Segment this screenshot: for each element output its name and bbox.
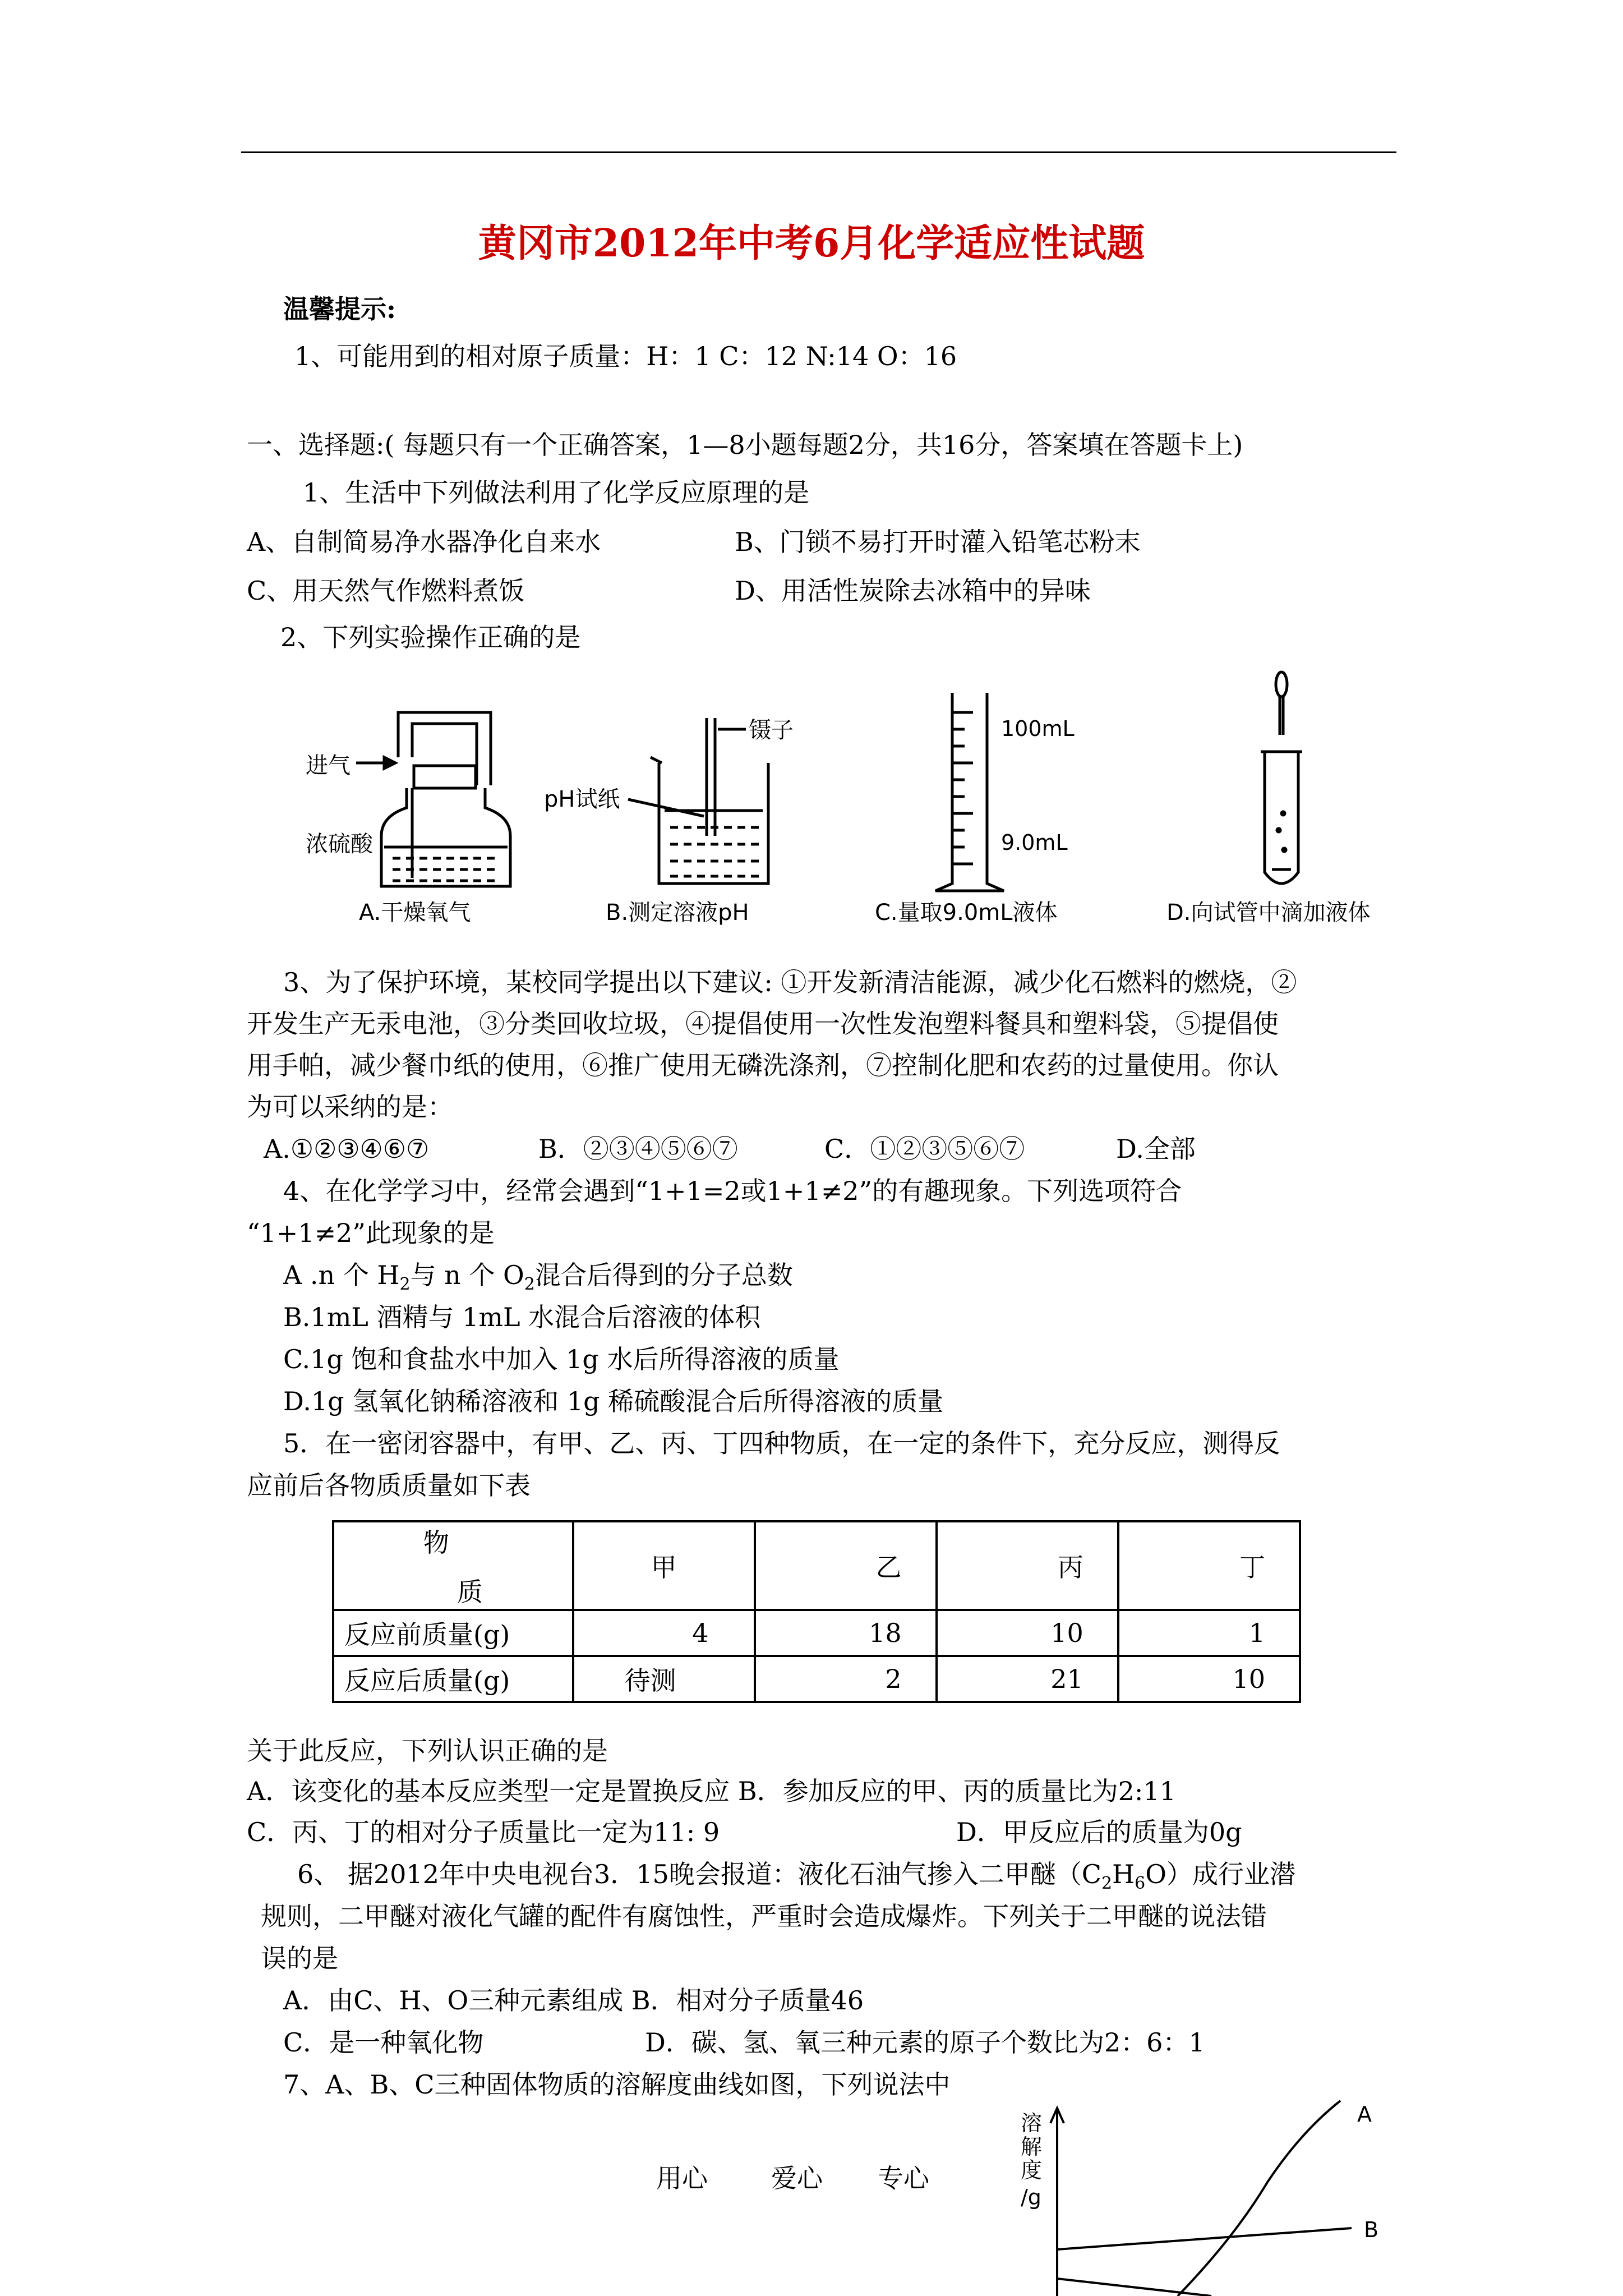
question-6-line-3: 误的是 xyxy=(261,1943,338,1973)
question-3-option-d: D.全部 xyxy=(1116,1134,1196,1164)
header-rule xyxy=(241,151,1396,153)
footer-word-3: 专心 xyxy=(878,2163,929,2193)
question-1-option-c: C、用天然气作燃料煮饭 xyxy=(247,576,525,606)
question-4-line-2: “1+1≠2”此现象的是 xyxy=(247,1218,495,1248)
curve-c-line xyxy=(1057,2279,1211,2296)
question-3-line-3: 用手帕，减少餐巾纸的使用，⑥推广使用无磷洗涤剂，⑦控制化肥和农药的过量使用。你认 xyxy=(247,1050,1279,1080)
table-cell: 18 xyxy=(755,1610,937,1656)
tips-heading: 温馨提示: xyxy=(283,294,396,324)
table-header-cell: 甲 xyxy=(573,1521,755,1610)
question-5-options-ab: A．该变化的基本反应类型一定是置换反应 B．参加反应的甲、丙的质量比为2:11 xyxy=(247,1776,1176,1806)
question-3-option-b: B．②③④⑤⑥⑦ xyxy=(538,1134,738,1164)
figure-c-label-top: 100mL xyxy=(1001,716,1075,741)
question-1-stem: 1、生活中下列做法利用了化学反应原理的是 xyxy=(303,477,810,508)
question-5-line-2: 应前后各物质质量如下表 xyxy=(247,1470,531,1501)
question-4-option-a: A .n 个 $H_2$与 n 个 $O_2$混合后得到的分子总数 xyxy=(283,1260,793,1295)
figure-d-caption: D.向试管中滴加液体 xyxy=(1166,900,1371,926)
table-cell: 21 xyxy=(937,1656,1118,1702)
curve-a-label: A xyxy=(1357,2102,1372,2127)
question-5-option-d: D．甲反应后的质量为0g xyxy=(956,1817,1242,1847)
question-5-option-c: C．丙、丁的相对分子质量比一定为11: 9 xyxy=(247,1817,720,1847)
table-cell: 10 xyxy=(1118,1656,1300,1702)
footer-word-1: 用心 xyxy=(656,2163,708,2193)
table-row-label: 反应后质量(g) xyxy=(333,1656,573,1702)
table-header-row xyxy=(333,1521,1300,1610)
curve-a-line xyxy=(1178,2101,1340,2296)
question-3-line-1: 3、为了保护环境，某校同学提出以下建议: ①开发新清洁能源，减少化石燃料的燃烧，② xyxy=(283,967,1297,997)
question-4-option-c: C.1g 饱和食盐水中加入 1g 水后所得溶液的质量 xyxy=(283,1344,840,1374)
curve-b-label: B xyxy=(1364,2217,1379,2242)
tips-line: 1、可能用到的相对原子质量：H：1 C：12 N:14 O：16 xyxy=(294,341,957,371)
question-1-option-b: B、门锁不易打开时灌入铅笔芯粉末 xyxy=(735,527,1141,557)
figure-c-label-bottom: 9.0mL xyxy=(1001,830,1068,855)
table-cell: 2 xyxy=(755,1656,937,1702)
question-1-option-d: D、用活性炭除去冰箱中的异味 xyxy=(735,576,1091,606)
question-6-line-2: 规则，二甲醚对液化气罐的配件有腐蚀性，严重时会造成爆炸。下列关于二甲醚的说法错 xyxy=(261,1901,1267,1931)
lab-figures xyxy=(292,668,1413,942)
graph-ylabel-3: 度 xyxy=(1021,2158,1043,2183)
question-5-line-1: 5．在一密闭容器中，有甲、乙、丙、丁四种物质，在一定的条件下，充分反应，测得反 xyxy=(283,1428,1280,1458)
curve-b-line xyxy=(1057,2228,1352,2249)
graph-ylabel-1: 溶 xyxy=(1021,2111,1043,2136)
figure-b-label-ph-paper: pH试纸 xyxy=(544,786,620,812)
table-header-cell: 丁 xyxy=(1118,1521,1300,1610)
question-4-line-1: 4、在化学学习中，经常会遇到“1+1=2或1+1≠2”的有趣现象。下列选项符合 xyxy=(283,1176,1182,1206)
figure-d-test-tube xyxy=(1261,672,1302,884)
figure-a-label-acid: 浓硫酸 xyxy=(306,831,373,857)
question-3-option-a: A.①②③④⑥⑦ xyxy=(264,1134,430,1164)
figure-c-caption: C.量取9.0mL液体 xyxy=(875,900,1058,926)
figure-b-label-tweezers: 镊子 xyxy=(749,717,794,743)
question-3-option-c: C．①②③⑤⑥⑦ xyxy=(824,1134,1025,1164)
table-header-cell: 乙 xyxy=(755,1521,937,1610)
mass-table xyxy=(332,1520,1301,1703)
graph-ylabel-2: 解 xyxy=(1021,2134,1043,2159)
question-3-line-2: 开发生产无汞电池，③分类回收垃圾，④提倡使用一次性发泡塑料餐具和塑料袋，⑤提倡使 xyxy=(247,1009,1279,1039)
question-7-stem: 7、A、B、C三种固体物质的溶解度曲线如图，下列说法中 xyxy=(283,2069,951,2100)
figure-a-caption: A.干燥氧气 xyxy=(359,900,471,926)
table-cell: 1 xyxy=(1118,1610,1300,1656)
question-6-option-d: D．碳、氢、氧三种元素的原子个数比为2：6：1 xyxy=(645,2027,1205,2058)
page-title: 黄冈市2012年中考6月化学适应性试题 xyxy=(478,221,1145,266)
footer-word-2: 爱心 xyxy=(771,2163,823,2193)
table-cell: 4 xyxy=(573,1610,755,1656)
question-1-option-a: A、自制简易净水器净化自来水 xyxy=(247,527,601,557)
figure-a-label-inlet: 进气 xyxy=(306,753,351,779)
table-row-label: 反应前质量(g) xyxy=(333,1610,573,1656)
section-heading: 一、选择题:( 每题只有一个正确答案，1—8小题每题2分，共16分，答案填在答题卡上) xyxy=(247,430,1243,460)
question-4-option-d: D.1g 氢氧化钠稀溶液和 1g 稀硫酸混合后所得溶液的质量 xyxy=(283,1386,944,1416)
table-header-cell: 丙 xyxy=(937,1521,1118,1610)
figure-b-beaker xyxy=(628,718,768,884)
question-4-option-b: B.1mL 酒精与 1mL 水混合后溶液的体积 xyxy=(283,1302,761,1332)
question-5-prompt: 关于此反应，下列认识正确的是 xyxy=(247,1736,608,1766)
table-cell: 待测 xyxy=(573,1656,755,1702)
graph-ylabel-4: /g xyxy=(1021,2185,1041,2210)
table-header-substance: 物 质 xyxy=(333,1521,573,1610)
question-6-options-ab: A．由C、H、O三种元素组成 B．相对分子质量46 xyxy=(283,1985,864,2016)
figure-b-caption: B.测定溶液pH xyxy=(606,900,749,926)
question-2-stem: 2、下列实验操作正确的是 xyxy=(280,622,581,652)
question-3-line-4: 为可以采纳的是： xyxy=(247,1092,453,1122)
figure-a-bottle xyxy=(356,712,510,886)
figure-c-cylinder xyxy=(935,693,1004,891)
table-cell: 10 xyxy=(937,1610,1118,1656)
question-6-line-1: 6、 据2012年中央电视台3．15晚会报道：液化石油气掺入二甲醚$(C_2H_6O)$成行业潜 xyxy=(297,1859,1295,1894)
question-6-option-c: C．是一种氧化物 xyxy=(283,2027,484,2058)
table-row xyxy=(333,1610,1300,1656)
table-row xyxy=(333,1656,1300,1702)
solubility-graph xyxy=(1009,2098,1391,2296)
